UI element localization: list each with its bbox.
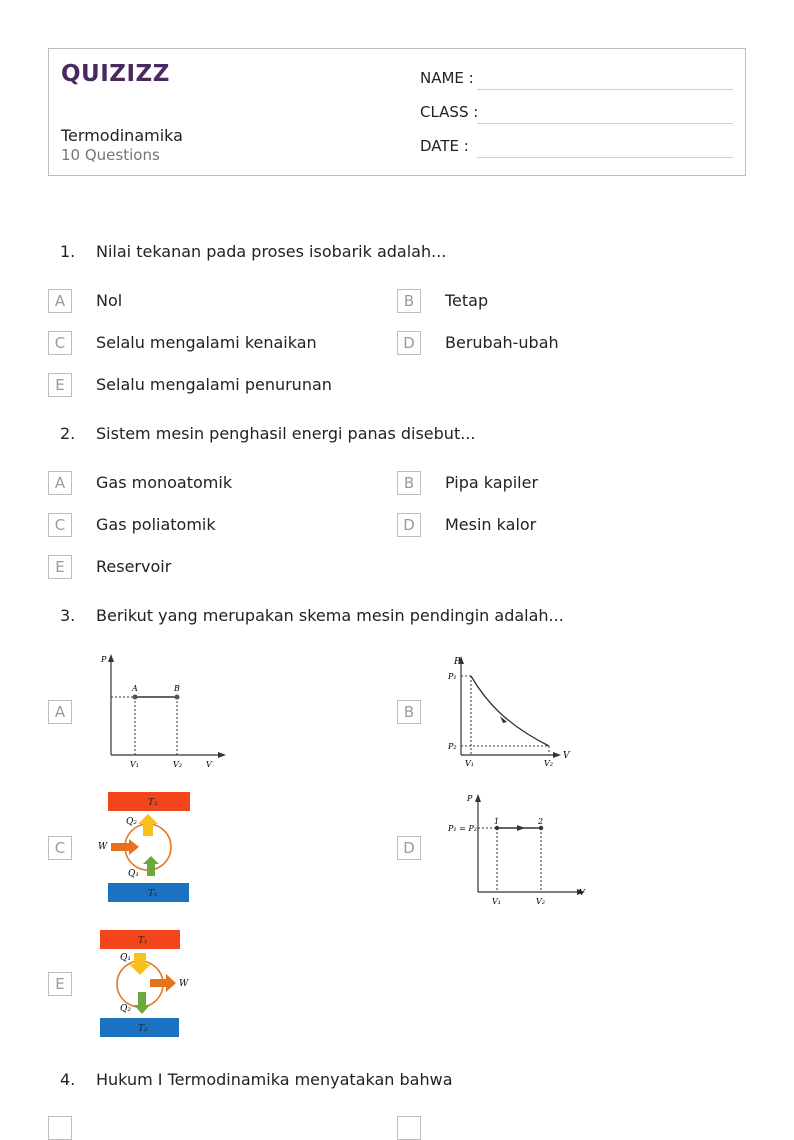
p1-label: P₁ [448, 672, 457, 681]
option-c-text: Selalu mengalami kenaikan [96, 333, 317, 352]
option-a-text: Gas monoatomik [96, 473, 233, 492]
v2-label: V₂ [173, 760, 182, 769]
question-text: Nilai tekanan pada proses isobarik adalah... [96, 242, 447, 261]
option-a-box[interactable]: A [48, 700, 72, 724]
name-input-line[interactable] [477, 89, 733, 90]
option-b-text: Pipa kapiler [445, 473, 539, 492]
point-1-label: 1 [494, 817, 500, 826]
isobaric-pv-diagram [96, 650, 231, 775]
option-a-text: Nol [96, 291, 123, 310]
logo-mark [61, 59, 170, 87]
question-text: Hukum I Termodinamika menyatakan bahwa [96, 1070, 453, 1089]
refrigerator-schematic [96, 928, 200, 1040]
heat-engine-schematic [96, 790, 196, 904]
option-b-text: Tetap [445, 291, 489, 310]
t2-label: T₂ [138, 1024, 148, 1034]
t1-label: T₁ [148, 889, 158, 899]
point-b-label: B [174, 684, 180, 693]
question-number: 4. [60, 1070, 76, 1089]
question-number: 1. [60, 242, 76, 261]
option-c-box[interactable]: C [48, 513, 72, 537]
question-text: Berikut yang merupakan skema mesin pendingin adalah... [96, 606, 564, 625]
name-label: NAME : [420, 69, 474, 87]
worksheet-header [48, 48, 746, 176]
q2-label: Q₂ [120, 1004, 131, 1014]
option-b-box[interactable]: B [397, 471, 421, 495]
class-input-line[interactable] [477, 123, 733, 124]
option-d-box[interactable]: D [397, 513, 421, 537]
question-text: Sistem mesin penghasil energi panas disebut... [96, 424, 476, 443]
option-c-text: Gas poliatomik [96, 515, 216, 534]
option-b-box[interactable] [397, 1116, 421, 1140]
class-label: CLASS : [420, 103, 479, 121]
option-e-box[interactable]: E [48, 972, 72, 996]
option-c-box[interactable]: C [48, 836, 72, 860]
v-axis-label: V [206, 760, 212, 769]
option-d-text: Mesin kalor [445, 515, 537, 534]
option-e-box[interactable]: E [48, 373, 72, 397]
p2-label: P₂ [448, 742, 457, 751]
isothermal-pv-diagram [445, 652, 580, 772]
v1-label: V₁ [130, 760, 139, 769]
option-e-text: Reservoir [96, 557, 172, 576]
option-b-box[interactable]: B [397, 700, 421, 724]
question-number: 2. [60, 424, 76, 443]
isobaric-12-diagram [445, 788, 590, 908]
point-2-label: 2 [538, 817, 544, 826]
p-axis-label: P [454, 657, 461, 667]
option-a-box[interactable]: A [48, 471, 72, 495]
date-label: DATE : [420, 137, 469, 155]
option-d-text: Berubah-ubah [445, 333, 559, 352]
q2-label: Q₂ [126, 817, 137, 827]
q1-label: Q₁ [120, 953, 131, 963]
option-b-box[interactable]: B [397, 289, 421, 313]
option-a-box[interactable] [48, 1116, 72, 1140]
q1-label: Q₁ [128, 869, 139, 879]
option-d-box[interactable]: D [397, 331, 421, 355]
t2-label: T₂ [148, 798, 158, 808]
option-a-box[interactable]: A [48, 289, 72, 313]
p-axis-label: P [467, 794, 473, 803]
svg-text:QUIZIZZ: QUIZIZZ [61, 61, 170, 87]
w-label: W [179, 979, 189, 989]
option-e-text: Selalu mengalami penurunan [96, 375, 332, 394]
question-count: 10 Questions [61, 146, 160, 164]
option-e-box[interactable]: E [48, 555, 72, 579]
p-axis-label: P [101, 655, 107, 664]
p1-equals-p2-label: P₁ = P₂ [448, 824, 477, 833]
worksheet-title: Termodinamika [61, 126, 183, 145]
option-d-box[interactable]: D [397, 836, 421, 860]
date-input-line[interactable] [477, 157, 733, 158]
option-c-box[interactable]: C [48, 331, 72, 355]
t1-label: T₁ [138, 936, 148, 946]
point-a-label: A [132, 684, 138, 693]
v2-label: V₂ [536, 897, 545, 906]
w-label: W [98, 842, 108, 852]
v-axis-label: V [579, 888, 585, 897]
v2-label: V₂ [544, 759, 553, 768]
quizizz-logo [61, 59, 170, 94]
v1-label: V₁ [465, 759, 474, 768]
question-number: 3. [60, 606, 76, 625]
v1-label: V₁ [492, 897, 501, 906]
v-axis-label: V [563, 751, 570, 761]
